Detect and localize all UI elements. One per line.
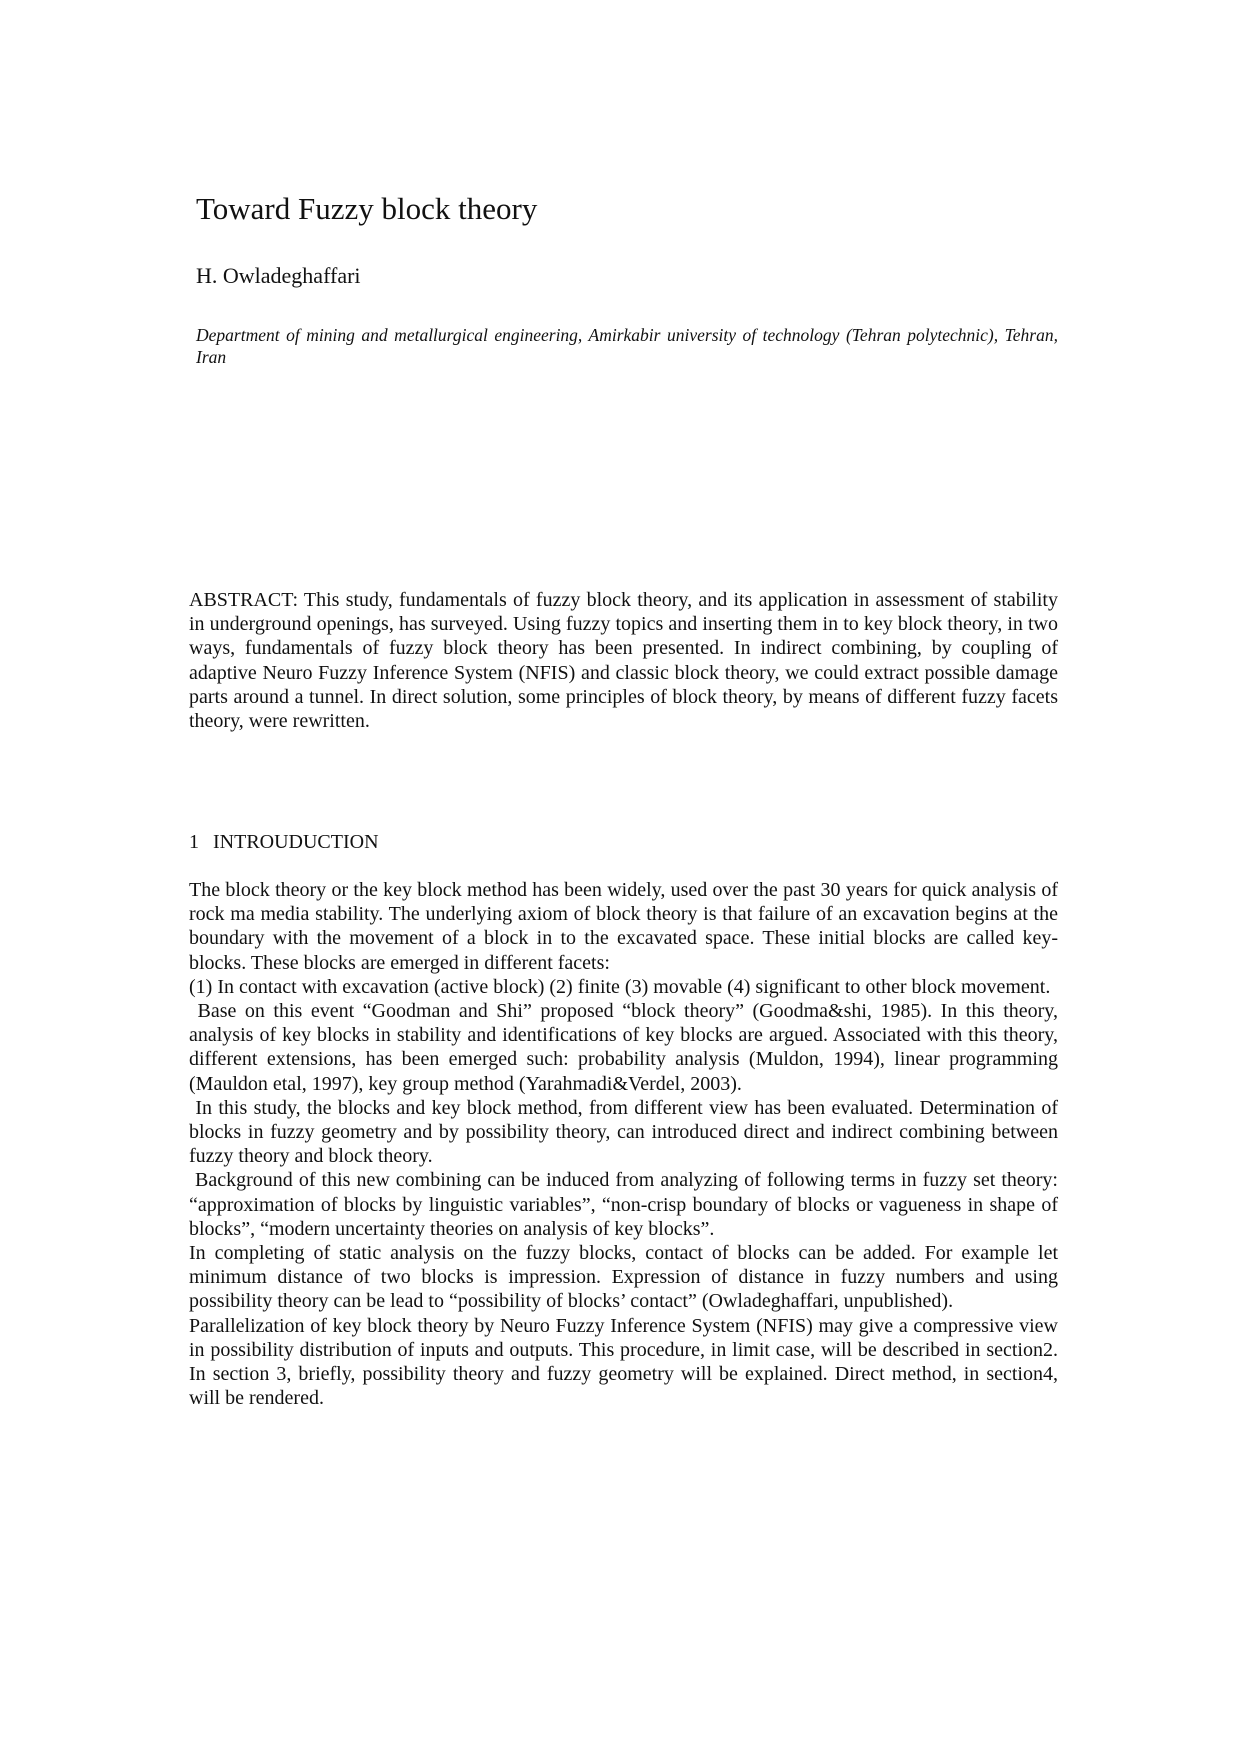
paper-title: Toward Fuzzy block theory xyxy=(196,191,538,226)
section-title: INTROUDUCTION xyxy=(213,831,379,853)
paragraph: The block theory or the key block method has been widely, used over the past 30 years for quick analysis of rock ma media stability. The underlying axiom of block theory is that failure of an excavation begins at the boundary with the movement of a block in to the excavated space. These initial blocks are called key-blocks. These blocks are emerged in different facets: xyxy=(189,879,1058,974)
paragraph: Parallelization of key block theory by Neuro Fuzzy Inference System (NFIS) may give a compressive view in possibility distribution of inputs and outputs. This procedure, in limit case, will be described in section2. In section 3, briefly, possibility theory and fuzzy geometry will be explained. Direct method, in section4, will be rendered. xyxy=(189,1314,1058,1410)
abstract: ABSTRACT: This study, fundamentals of fuzzy block theory, and its application in assessment of stability in underground openings, has surveyed. Using fuzzy topics and inserting them in to key block theory, in two ways, fundamentals of fuzzy block theory has been presented. In indirect combining, by coupling of adaptive Neuro Fuzzy Inference System (NFIS) and classic block theory, we could extract possible damage parts around a tunnel. In direct solution, some principles of block theory, by means of different fuzzy facets theory, were rewritten. xyxy=(189,589,1058,733)
paragraph: Background of this new combining can be induced from analyzing of following terms in fuzzy set theory: “approximation of blocks by linguistic variables”, “non-crisp boundary of blocks or vagueness in shape of blocks”, “modern uncertainty theories on analysis of key blocks”. xyxy=(189,1169,1058,1240)
paragraph: In completing of static analysis on the fuzzy blocks, contact of blocks can be added. For example let minimum distance of two blocks is impression. Expression of distance in fuzzy numbers and using possibility theory can be lead to “possibility of blocks’ contact” (Owladeghaffari, unpublished). xyxy=(189,1242,1058,1313)
author-affiliation: Department of mining and metallurgical engineering, Amirkabir university of technology (Tehran polytechnic), Tehran, Iran xyxy=(196,325,1058,367)
paragraph: Base on this event “Goodman and Shi” proposed “block theory” (Goodma&shi, 1985). In this theory, analysis of key blocks in stability and identifications of key blocks are argued. Associated with this theory, different extensions, has been emerged such: probability analysis (Muldon, 1994), linear programming (Mauldon etal, 1997), key group method (Yarahmadi&Verdel, 2003). xyxy=(189,1000,1058,1095)
paragraph: (1) In contact with excavation (active block) (2) finite (3) movable (4) significant to other block movement. xyxy=(189,975,1051,998)
introduction-body xyxy=(189,878,1058,1410)
author-name: H. Owladeghaffari xyxy=(196,263,361,288)
section-heading xyxy=(189,830,379,854)
section-number: 1 xyxy=(189,831,199,853)
paragraph: In this study, the blocks and key block method, from different view has been evaluated. Determination of blocks in fuzzy geometry and by possibility theory, can introduced direct and indirect combining between fuzzy theory and block theory. xyxy=(189,1096,1058,1168)
